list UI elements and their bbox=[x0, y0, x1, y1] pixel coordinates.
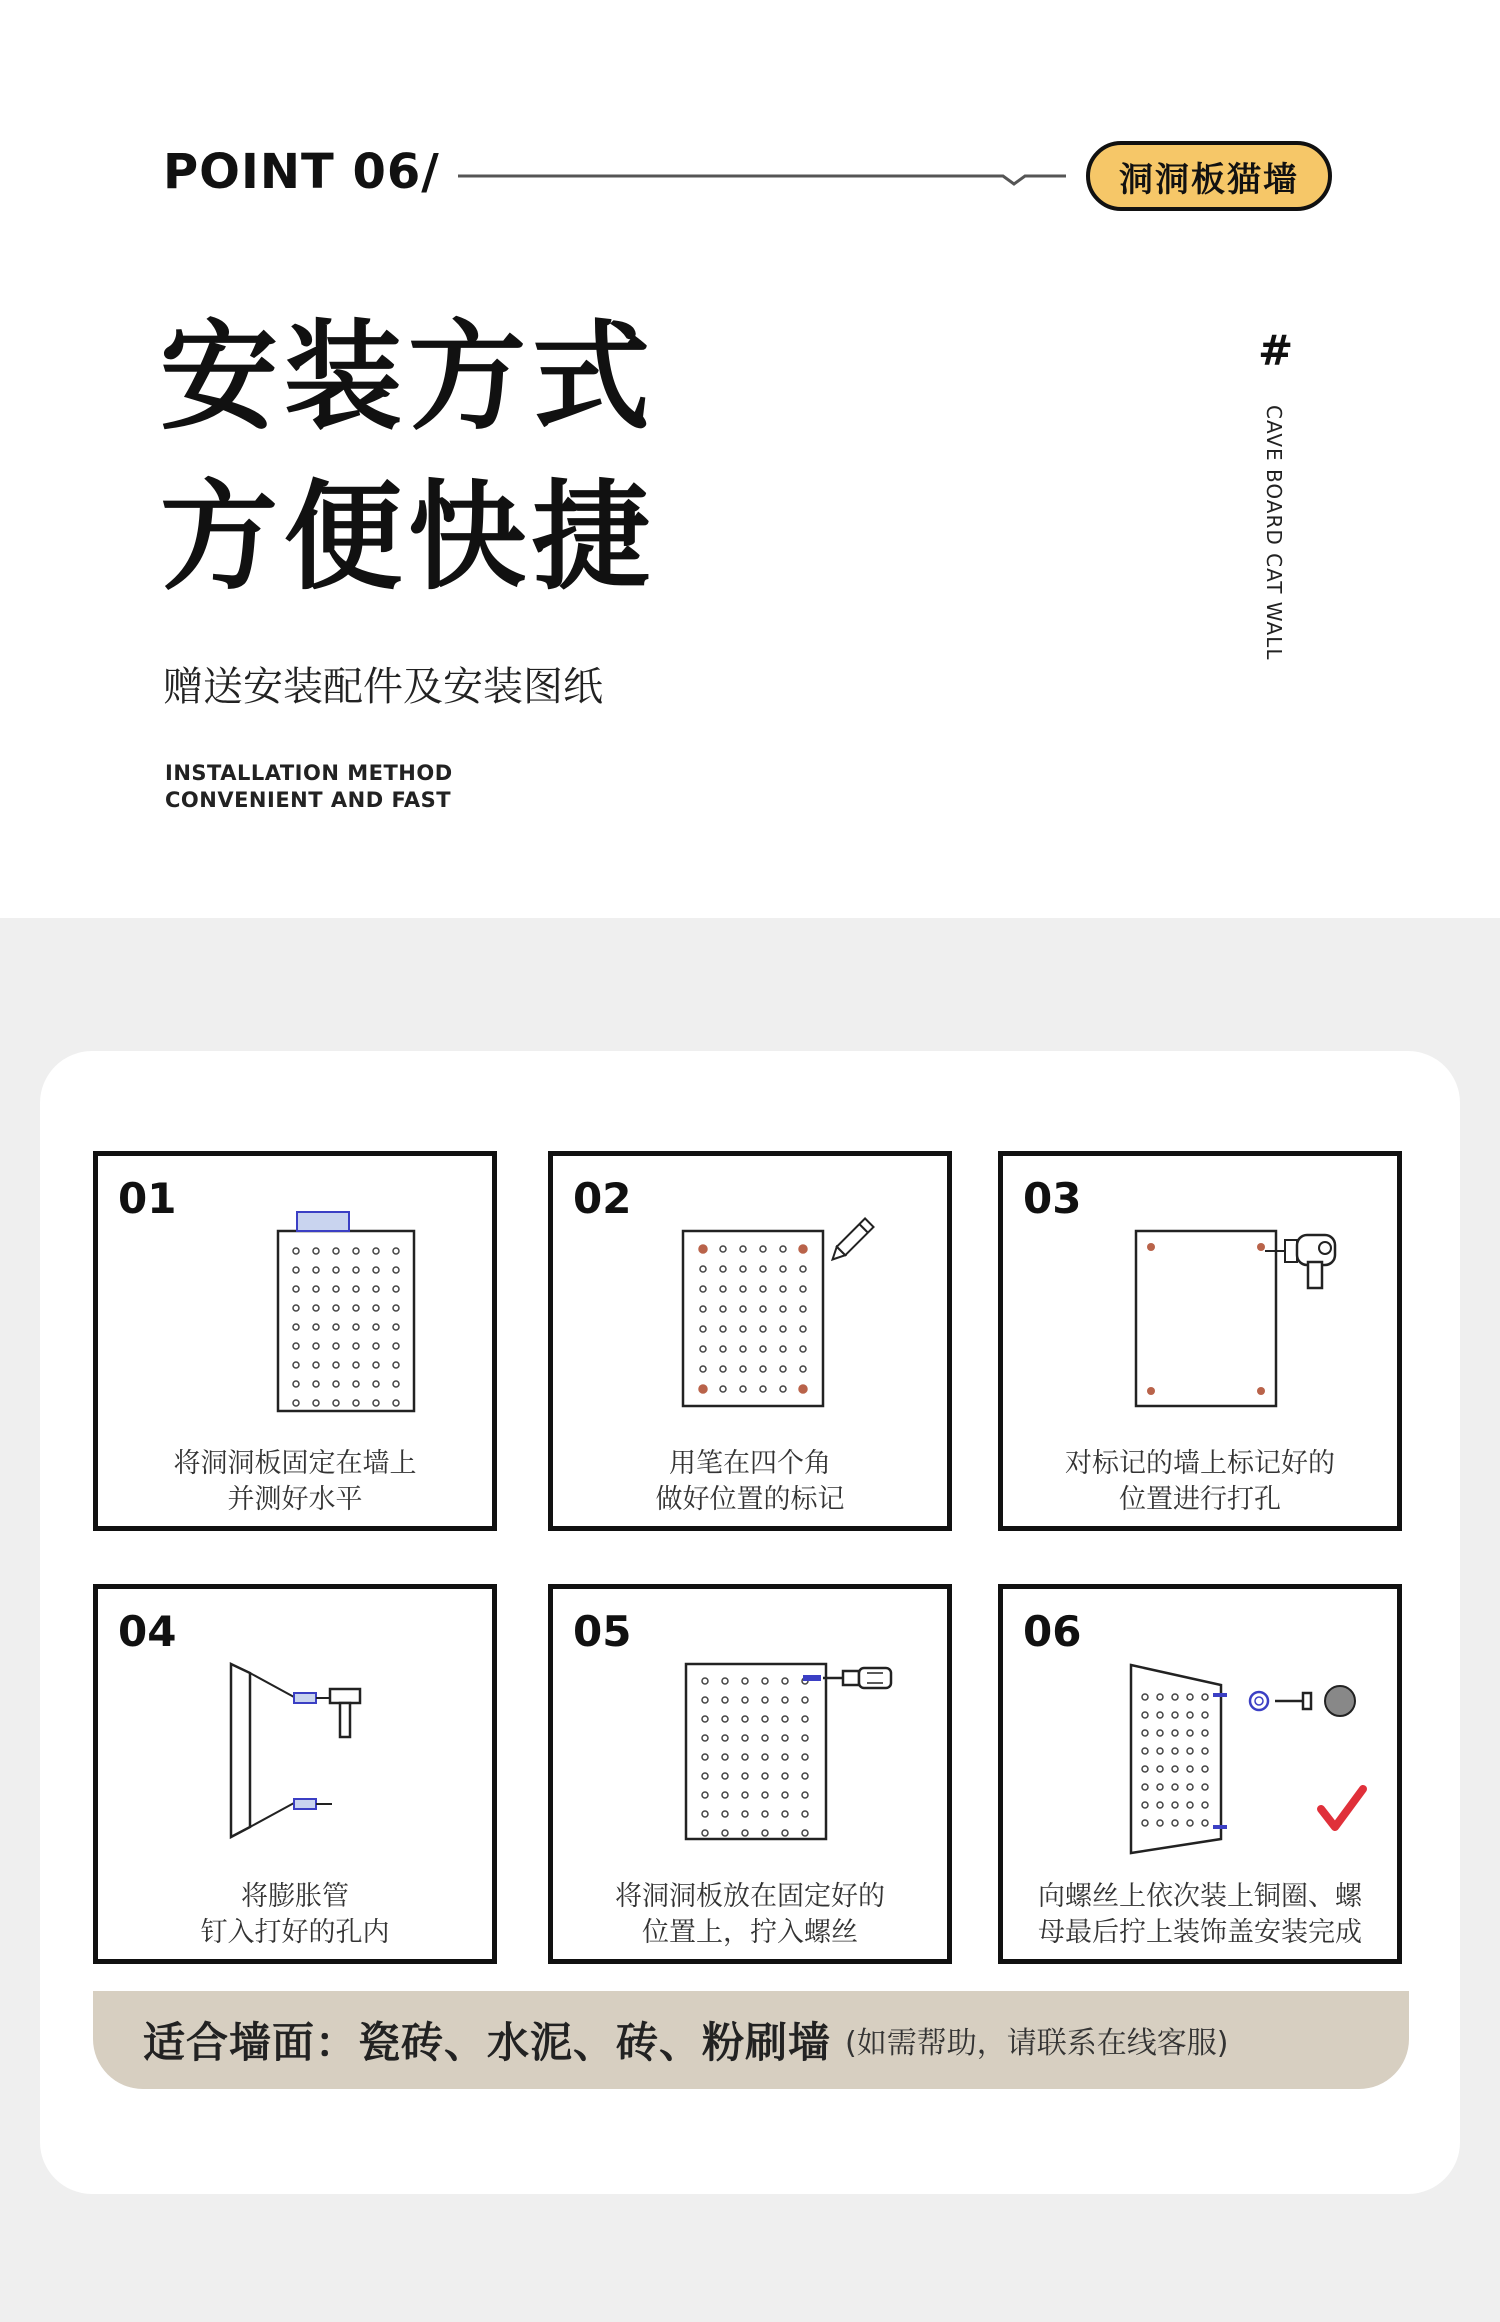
pegboard-hole bbox=[760, 1386, 766, 1392]
pegboard-hole bbox=[762, 1735, 768, 1741]
pegboard-hole bbox=[333, 1248, 339, 1254]
english-caption-1: INSTALLATION METHOD bbox=[165, 761, 453, 785]
pegboard-hole bbox=[333, 1324, 339, 1330]
header-divider-line bbox=[458, 168, 1068, 188]
pegboard-hole bbox=[333, 1400, 339, 1406]
pegboard-hole bbox=[1172, 1730, 1178, 1736]
board-with-pencil-icon bbox=[553, 1156, 957, 1446]
step-caption-line-1: 将膨胀管 bbox=[241, 1881, 349, 1912]
pegboard-hole bbox=[740, 1266, 746, 1272]
pegboard-hole bbox=[700, 1346, 706, 1352]
pegboard-hole bbox=[1142, 1730, 1148, 1736]
step-card-02 bbox=[548, 1151, 952, 1531]
pegboard-hole bbox=[742, 1811, 748, 1817]
pegboard-hole bbox=[740, 1246, 746, 1252]
pegboard-hole bbox=[720, 1326, 726, 1332]
pegboard-hole bbox=[1157, 1748, 1163, 1754]
pegboard-hole bbox=[780, 1366, 786, 1372]
step-caption-line-2: 位置进行打孔 bbox=[1119, 1484, 1281, 1515]
pegboard-hole bbox=[742, 1773, 748, 1779]
pegboard-hole bbox=[702, 1773, 708, 1779]
pegboard-hole bbox=[760, 1306, 766, 1312]
pegboard-hole bbox=[799, 1385, 807, 1393]
pegboard-hole bbox=[1157, 1694, 1163, 1700]
pegboard-hole bbox=[780, 1306, 786, 1312]
pegboard-hole bbox=[1202, 1802, 1208, 1808]
pegboard-hole bbox=[293, 1248, 299, 1254]
pegboard-hole bbox=[1202, 1784, 1208, 1790]
wall-types-text: 适合墙面：瓷砖、水泥、砖、粉刷墙 bbox=[143, 2018, 832, 2067]
pegboard-hole bbox=[1142, 1802, 1148, 1808]
pegboard-hole bbox=[762, 1773, 768, 1779]
pegboard-hole bbox=[760, 1266, 766, 1272]
vertical-english-label: CAVE BOARD CAT WALL bbox=[1262, 405, 1286, 661]
pegboard-hole bbox=[700, 1326, 706, 1332]
pegboard-hole bbox=[782, 1754, 788, 1760]
pegboard-hole bbox=[740, 1346, 746, 1352]
pegboard-hole bbox=[780, 1246, 786, 1252]
pegboard-hole bbox=[1187, 1820, 1193, 1826]
pegboard-hole bbox=[742, 1792, 748, 1798]
pegboard-hole bbox=[373, 1362, 379, 1368]
pegboard-hole bbox=[762, 1678, 768, 1684]
pegboard-hole bbox=[1202, 1694, 1208, 1700]
pegboard-hole bbox=[393, 1305, 399, 1311]
pegboard-hole bbox=[722, 1830, 728, 1836]
pegboard-hole bbox=[353, 1381, 359, 1387]
pegboard-hole bbox=[722, 1811, 728, 1817]
pegboard-hole bbox=[740, 1366, 746, 1372]
pegboard-hole bbox=[700, 1366, 706, 1372]
pegboard-hole bbox=[293, 1286, 299, 1292]
pegboard-hole bbox=[700, 1266, 706, 1272]
pegboard-hole bbox=[722, 1697, 728, 1703]
pegboard-hole bbox=[373, 1305, 379, 1311]
pegboard-hole bbox=[740, 1326, 746, 1332]
pegboard-hole bbox=[782, 1716, 788, 1722]
step-number: 02 bbox=[573, 1174, 632, 1223]
pegboard-hole bbox=[782, 1792, 788, 1798]
pegboard-hole bbox=[760, 1326, 766, 1332]
pegboard-hole bbox=[740, 1286, 746, 1292]
pegboard-hole bbox=[1187, 1802, 1193, 1808]
step-number: 04 bbox=[118, 1607, 177, 1656]
help-note: (如需帮助，请联系在线客服) bbox=[845, 2026, 1229, 2061]
pegboard-hole bbox=[760, 1346, 766, 1352]
pegboard-hole bbox=[313, 1248, 319, 1254]
pegboard-hole bbox=[699, 1385, 707, 1393]
pegboard-hole bbox=[720, 1286, 726, 1292]
pegboard-hole bbox=[800, 1326, 806, 1332]
pegboard-hole bbox=[313, 1381, 319, 1387]
pegboard-hole bbox=[740, 1386, 746, 1392]
headline-line-1: 安装方式 bbox=[160, 308, 657, 446]
pegboard-hole bbox=[333, 1362, 339, 1368]
pegboard-hole bbox=[373, 1248, 379, 1254]
pegboard-hole bbox=[802, 1754, 808, 1760]
step-caption-line-1: 将洞洞板放在固定好的 bbox=[615, 1881, 885, 1912]
pegboard-hole bbox=[742, 1735, 748, 1741]
pegboard-hole bbox=[1157, 1820, 1163, 1826]
pegboard-hole bbox=[293, 1362, 299, 1368]
pegboard-hole bbox=[1157, 1802, 1163, 1808]
pegboard-hole bbox=[353, 1267, 359, 1273]
pegboard-hole bbox=[393, 1343, 399, 1349]
pegboard-hole bbox=[1187, 1748, 1193, 1754]
pegboard-hole bbox=[313, 1343, 319, 1349]
pegboard-hole bbox=[1142, 1766, 1148, 1772]
pegboard-hole bbox=[700, 1306, 706, 1312]
pegboard-hole bbox=[1187, 1730, 1193, 1736]
pegboard-hole bbox=[800, 1306, 806, 1312]
pegboard-hole bbox=[393, 1248, 399, 1254]
pegboard-hole bbox=[1142, 1820, 1148, 1826]
board-with-hardware-and-check-icon bbox=[1003, 1589, 1407, 1879]
pegboard-hole bbox=[800, 1286, 806, 1292]
pegboard-hole bbox=[1172, 1802, 1178, 1808]
step-card-05 bbox=[548, 1584, 952, 1964]
pegboard-hole bbox=[742, 1697, 748, 1703]
pegboard-hole bbox=[373, 1400, 379, 1406]
pegboard-hole bbox=[782, 1830, 788, 1836]
pegboard-hole bbox=[393, 1267, 399, 1273]
pegboard-hole bbox=[293, 1343, 299, 1349]
pegboard-hole bbox=[293, 1267, 299, 1273]
pegboard-hole bbox=[313, 1267, 319, 1273]
pegboard-hole bbox=[780, 1326, 786, 1332]
board-with-drill-icon bbox=[1003, 1156, 1407, 1446]
pegboard-hole bbox=[333, 1381, 339, 1387]
pegboard-hole bbox=[313, 1362, 319, 1368]
pegboard-hole bbox=[393, 1400, 399, 1406]
hash-mark: # bbox=[1258, 326, 1294, 375]
pegboard-hole bbox=[722, 1792, 728, 1798]
pegboard-hole bbox=[702, 1830, 708, 1836]
pegboard-hole bbox=[702, 1754, 708, 1760]
pegboard-hole bbox=[742, 1678, 748, 1684]
pegboard-hole bbox=[720, 1386, 726, 1392]
pegboard-hole bbox=[353, 1362, 359, 1368]
pegboard-hole bbox=[1187, 1766, 1193, 1772]
pegboard-hole bbox=[333, 1343, 339, 1349]
pegboard-hole bbox=[353, 1343, 359, 1349]
step-caption-line-1: 向螺丝上依次装上铜圈、螺 bbox=[1038, 1881, 1362, 1912]
pegboard-hole bbox=[1187, 1694, 1193, 1700]
pegboard-hole bbox=[1172, 1766, 1178, 1772]
pegboard-hole bbox=[293, 1381, 299, 1387]
pegboard-hole bbox=[762, 1754, 768, 1760]
pegboard-hole bbox=[742, 1716, 748, 1722]
pegboard-hole bbox=[333, 1286, 339, 1292]
pegboard-hole bbox=[742, 1830, 748, 1836]
pegboard-hole bbox=[702, 1735, 708, 1741]
wall-types-bar bbox=[93, 1991, 1409, 2089]
pegboard-hole bbox=[353, 1248, 359, 1254]
pegboard-hole bbox=[762, 1830, 768, 1836]
pegboard-hole bbox=[700, 1286, 706, 1292]
pegboard-hole bbox=[800, 1266, 806, 1272]
anchors-with-hammer-icon bbox=[98, 1589, 502, 1879]
board-with-level-icon bbox=[98, 1156, 502, 1446]
pegboard-hole bbox=[802, 1697, 808, 1703]
step-number: 06 bbox=[1023, 1607, 1082, 1656]
board-with-screwdriver-icon bbox=[553, 1589, 957, 1879]
pegboard-hole bbox=[373, 1381, 379, 1387]
headline-line-2: 方便快捷 bbox=[160, 468, 657, 606]
pegboard-hole bbox=[1172, 1784, 1178, 1790]
pegboard-hole bbox=[720, 1366, 726, 1372]
pegboard-hole bbox=[373, 1267, 379, 1273]
pegboard-hole bbox=[1172, 1820, 1178, 1826]
pegboard-hole bbox=[393, 1324, 399, 1330]
pegboard-hole bbox=[802, 1716, 808, 1722]
pegboard-hole bbox=[722, 1773, 728, 1779]
pegboard-hole bbox=[802, 1792, 808, 1798]
step-caption-line-1: 将洞洞板固定在墙上 bbox=[173, 1448, 417, 1479]
step-caption-line-2: 母最后拧上装饰盖安装完成 bbox=[1038, 1917, 1362, 1948]
pegboard-hole bbox=[782, 1811, 788, 1817]
pegboard-hole bbox=[353, 1286, 359, 1292]
pegboard-hole bbox=[353, 1400, 359, 1406]
pegboard-hole bbox=[802, 1735, 808, 1741]
pegboard-hole bbox=[393, 1362, 399, 1368]
pegboard-hole bbox=[722, 1735, 728, 1741]
pegboard-hole bbox=[1157, 1712, 1163, 1718]
pegboard-hole bbox=[720, 1306, 726, 1312]
pegboard-hole bbox=[802, 1830, 808, 1836]
pegboard-hole bbox=[799, 1245, 807, 1253]
pegboard-hole bbox=[780, 1386, 786, 1392]
pegboard-hole bbox=[720, 1246, 726, 1252]
pegboard-hole bbox=[313, 1400, 319, 1406]
pegboard-hole bbox=[800, 1346, 806, 1352]
pegboard-hole bbox=[762, 1716, 768, 1722]
step-card-03 bbox=[998, 1151, 1402, 1531]
pegboard-hole bbox=[1157, 1730, 1163, 1736]
step-caption-line-2: 位置上，拧入螺丝 bbox=[642, 1917, 858, 1948]
english-caption-2: CONVENIENT AND FAST bbox=[165, 788, 452, 812]
pegboard-hole bbox=[313, 1305, 319, 1311]
pegboard-hole bbox=[722, 1754, 728, 1760]
pegboard-hole bbox=[393, 1381, 399, 1387]
pegboard-hole bbox=[780, 1346, 786, 1352]
pegboard-hole bbox=[1142, 1784, 1148, 1790]
subtitle: 赠送安装配件及安装图纸 bbox=[163, 664, 603, 710]
pegboard-hole bbox=[353, 1324, 359, 1330]
pegboard-hole bbox=[780, 1286, 786, 1292]
pegboard-hole bbox=[1172, 1694, 1178, 1700]
category-tag: 洞洞板猫墙 bbox=[1086, 141, 1332, 211]
pegboard-hole bbox=[762, 1811, 768, 1817]
point-title: POINT 06/ bbox=[163, 144, 440, 200]
pegboard-hole bbox=[1202, 1766, 1208, 1772]
step-card-04 bbox=[93, 1584, 497, 1964]
pegboard-hole bbox=[293, 1305, 299, 1311]
pegboard-hole bbox=[760, 1366, 766, 1372]
pegboard-hole bbox=[1202, 1820, 1208, 1826]
pegboard-hole bbox=[1202, 1730, 1208, 1736]
pegboard-hole bbox=[800, 1366, 806, 1372]
pegboard-hole bbox=[782, 1773, 788, 1779]
pegboard-hole bbox=[1157, 1766, 1163, 1772]
pegboard-hole bbox=[782, 1697, 788, 1703]
pegboard-hole bbox=[333, 1267, 339, 1273]
pegboard-hole bbox=[373, 1324, 379, 1330]
pegboard-hole bbox=[720, 1346, 726, 1352]
pegboard-hole bbox=[1202, 1748, 1208, 1754]
pegboard-hole bbox=[313, 1324, 319, 1330]
pegboard-hole bbox=[1142, 1712, 1148, 1718]
pegboard-hole bbox=[760, 1286, 766, 1292]
step-card-06 bbox=[998, 1584, 1402, 1964]
step-number: 05 bbox=[573, 1607, 632, 1656]
pegboard-hole bbox=[802, 1811, 808, 1817]
pegboard-hole bbox=[722, 1678, 728, 1684]
pegboard-hole bbox=[333, 1305, 339, 1311]
pegboard-hole bbox=[1202, 1712, 1208, 1718]
pegboard-hole bbox=[353, 1305, 359, 1311]
pegboard-hole bbox=[1187, 1712, 1193, 1718]
step-caption-line-2: 钉入打好的孔内 bbox=[200, 1917, 390, 1948]
pegboard-hole bbox=[760, 1246, 766, 1252]
pegboard-hole bbox=[762, 1697, 768, 1703]
step-caption-line-2: 并测好水平 bbox=[227, 1484, 363, 1515]
pegboard-hole bbox=[782, 1735, 788, 1741]
pegboard-hole bbox=[722, 1716, 728, 1722]
pegboard-hole bbox=[1172, 1748, 1178, 1754]
pegboard-hole bbox=[293, 1324, 299, 1330]
step-caption-line-1: 对标记的墙上标记好的 bbox=[1065, 1448, 1335, 1479]
pegboard-hole bbox=[702, 1697, 708, 1703]
pegboard-hole bbox=[802, 1773, 808, 1779]
pegboard-hole bbox=[702, 1792, 708, 1798]
step-number: 03 bbox=[1023, 1174, 1082, 1223]
step-number: 01 bbox=[118, 1174, 177, 1223]
step-caption-line-2: 做好位置的标记 bbox=[655, 1484, 845, 1515]
pegboard-hole bbox=[1172, 1712, 1178, 1718]
pegboard-hole bbox=[742, 1754, 748, 1760]
pegboard-hole bbox=[293, 1400, 299, 1406]
pegboard-hole bbox=[1157, 1784, 1163, 1790]
pegboard-hole bbox=[720, 1266, 726, 1272]
pegboard-hole bbox=[702, 1716, 708, 1722]
step-card-01 bbox=[93, 1151, 497, 1531]
pegboard-hole bbox=[373, 1343, 379, 1349]
pegboard-hole bbox=[780, 1266, 786, 1272]
pegboard-hole bbox=[1142, 1694, 1148, 1700]
pegboard-hole bbox=[393, 1286, 399, 1292]
pegboard-hole bbox=[762, 1792, 768, 1798]
pegboard-hole bbox=[373, 1286, 379, 1292]
pegboard-hole bbox=[702, 1678, 708, 1684]
pegboard-hole bbox=[1142, 1748, 1148, 1754]
pegboard-hole bbox=[1187, 1784, 1193, 1790]
pegboard-hole bbox=[702, 1811, 708, 1817]
pegboard-hole bbox=[782, 1678, 788, 1684]
pegboard-hole bbox=[313, 1286, 319, 1292]
step-caption-line-1: 用笔在四个角 bbox=[669, 1448, 831, 1479]
pegboard-hole bbox=[699, 1245, 707, 1253]
pegboard-hole bbox=[740, 1306, 746, 1312]
